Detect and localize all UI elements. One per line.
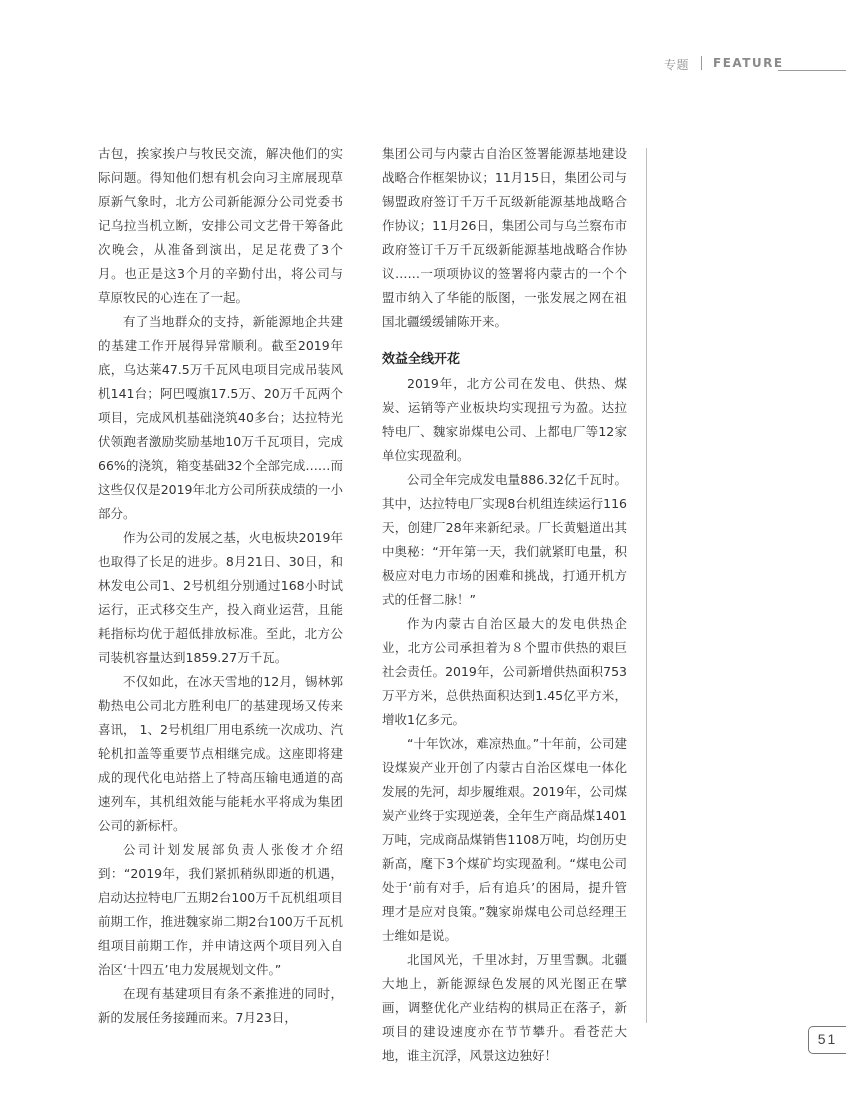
paragraph: 在现有基建项目有条不紊推进的同时，新的发展任务接踵而来。7月23日， [98,986,343,1025]
right-column [382,142,627,1068]
paragraph: 公司计划发展部负责人张俊才介绍到：“2019年，我们紧抓稍纵即逝的机遇，启动达拉特电厂五期2台100万千瓦机组项目前期工作，推进魏家峁二期2台100万千瓦机组项目前期工作，并申请这两个项目列入自治区‘十四五’电力发展规划文件。” [98,842,343,977]
header-separator [701,56,702,70]
paragraph: 作为公司的发展之基，火电板块2019年也取得了长足的进步。8月21日、30日，和林发电公司1、2号机组分别通过168小时试运行，正式移交生产，投入商业运营，且能耗指标均优于超低排放标准。至此，北方公司装机容量达到1859.27万千瓦。 [98,530,343,665]
section-label-en: FEATURE [713,56,784,70]
paragraph: 有了当地群众的支持，新能源地企共建的基建工作开展得异常顺利。截至2019年底，乌达莱47.5万千瓦风电项目完成吊装风机141台；阿巴嘎旗17.5万、20万千瓦两个项目，完成风机基础浇筑40多台；达拉特光伏领跑者激励奖励基地10万千瓦项目，完成66%的浇筑，箱变基础32个全部完成……而这些仅仅是2019年北方公司所获成绩的一小部分。 [98,314,343,521]
left-column [98,142,343,1030]
paragraph: 作为内蒙古自治区最大的发电供热企业，北方公司承担着为８个盟市供热的艰巨社会责任。2019年，公司新增供热面积753万平方米，总供热面积达到1.45亿平方米，增收1亿多元。 [382,616,627,727]
paragraph: 2019年，北方公司在发电、供热、煤炭、运销等产业板块均实现扭亏为盈。达拉特电厂、魏家峁煤电公司、上都电厂等12家单位实现盈利。 [382,376,627,463]
header-rule [778,70,846,71]
paragraph: 北国风光，千里冰封，万里雪飘。北疆大地上，新能源绿色发展的风光图正在擘画，调整优化产业结构的棋局正在落子，新项目的建设速度亦在节节攀升。看苍茫大地，谁主沉浮，风景这边独好！ [382,952,627,1063]
paragraph: 不仅如此，在冰天雪地的12月，锡林郭勒热电公司北方胜利电厂的基建现场又传来喜讯， 1、2号机组厂用电系统一次成功、汽轮机扣盖等重要节点相继完成。这座即将建成的现代化电站搭上了特高压输电通道的高速列车，其机组效能与能耗水平将成为集团公司的新标杆。 [98,674,343,833]
section-subheading: 效益全线开花 [382,352,461,367]
page-number: 51 [817,1031,838,1047]
paragraph: 集团公司与内蒙古自治区签署能源基地建设战略合作框架协议；11月15日，集团公司与锡盟政府签订千万千瓦级新能源基地战略合作协议；11月26日，集团公司与乌兰察布市政府签订千万千瓦级新能源基地战略合作协议……一项项协议的签署将内蒙古的一个个盟市纳入了华能的版图，一张发展之网在祖国北疆缓缓铺陈开来。 [382,146,627,329]
section-label: 专题 [664,58,690,72]
paragraph: “十年饮冰，难凉热血。”十年前，公司建设煤炭产业开创了内蒙古自治区煤电一体化发展的先河，却步履维艰。2019年，公司煤炭产业终于实现逆袭，全年生产商品煤1401万吨，完成商品煤销售1108万吨，均创历史新高，麾下3个煤矿均实现盈利。“煤电公司处于‘前有对手，后有追兵’的困局，提升管理才是应对良策。”魏家峁煤电公司总经理王士维如是说。 [382,736,627,943]
paragraph: 公司全年完成发电量886.32亿千瓦时。其中，达拉特电厂实现8台机组连续运行116天，创建厂28年来新纪录。厂长黄魁道出其中奥秘：“开年第一天，我们就紧盯电量，积极应对电力市场的困难和挑战，打通开机方式的任督二脉！” [382,472,627,607]
paragraph: 古包，挨家挨户与牧民交流，解决他们的实际问题。得知他们想有机会向习主席展现草原新气象时，北方公司新能源分公司党委书记乌拉当机立断，安排公司文艺骨干筹备此次晚会，从准备到演出，足足花费了3个月。也正是这3个月的辛勤付出，将公司与草原牧民的心连在了一起。 [98,146,343,305]
column-divider [646,148,647,1023]
page-number-box [808,1026,846,1054]
page-header [664,54,846,76]
